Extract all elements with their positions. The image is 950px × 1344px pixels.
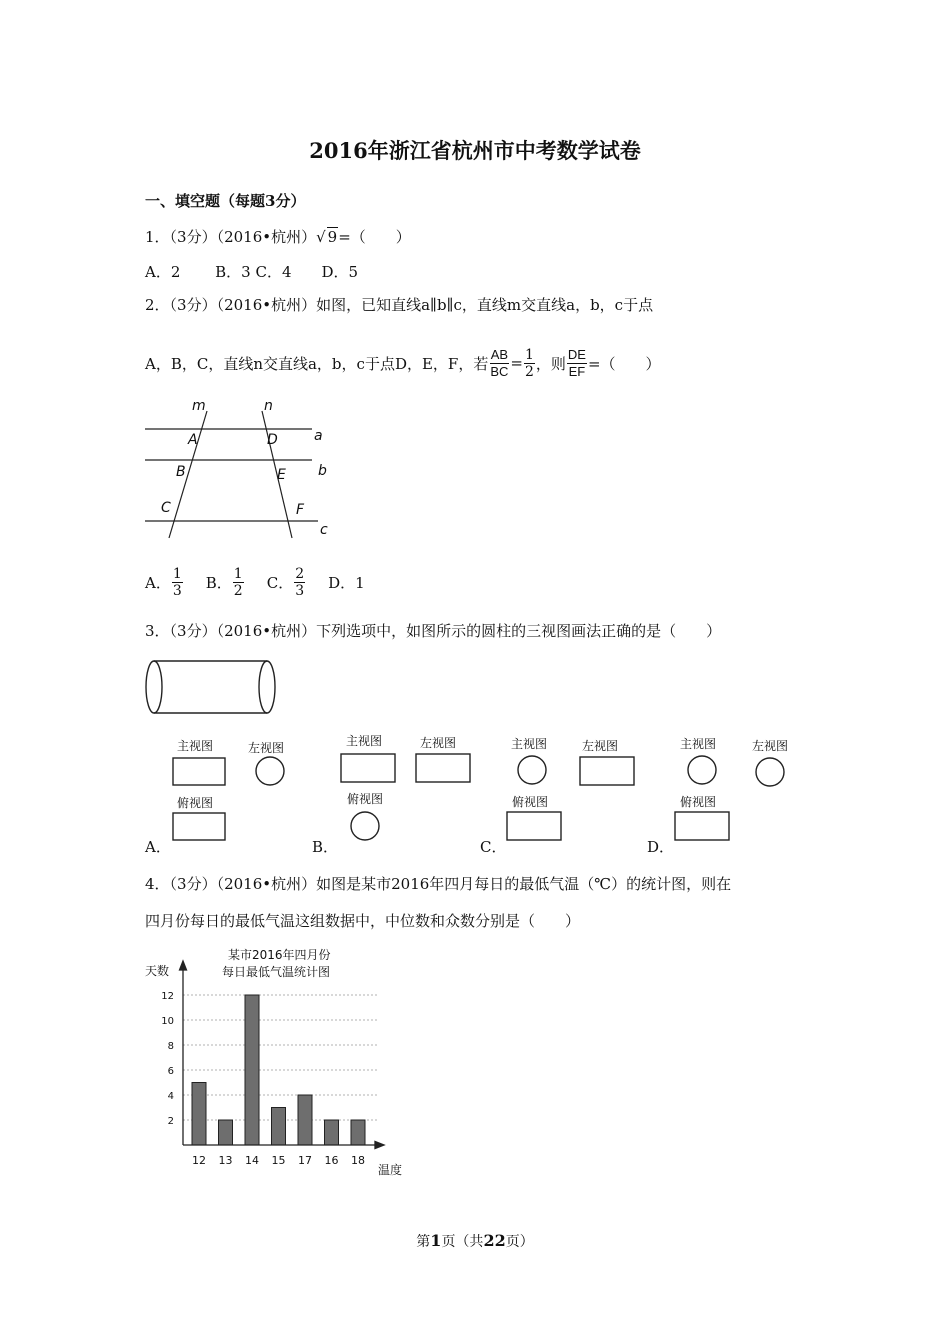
optB-front-view-label: 主视图 bbox=[346, 734, 383, 748]
y-tick-label: 4 bbox=[167, 1091, 174, 1102]
section-heading: 一、填空题（每题3分） bbox=[145, 192, 306, 210]
page-footer bbox=[0, 1231, 950, 1251]
x-tick-label: 12 bbox=[192, 1154, 206, 1167]
label-A: A bbox=[188, 432, 198, 448]
q2-options bbox=[145, 560, 365, 604]
q2-optA-fraction bbox=[172, 566, 183, 599]
label-E: E bbox=[277, 467, 286, 483]
chart-grid bbox=[183, 995, 378, 1120]
cylinder-figure bbox=[140, 655, 285, 721]
q3-optB-label: B． bbox=[312, 838, 339, 856]
optD-left-view-label: 左视图 bbox=[752, 739, 789, 753]
optA-top-view-label: 俯视图 bbox=[177, 796, 214, 810]
equals-sign: = bbox=[510, 354, 523, 372]
temperature-bar-chart bbox=[140, 945, 410, 1185]
q1-prefix: 1．（3分）（2016•杭州） bbox=[145, 228, 317, 246]
optA-left-circle bbox=[256, 757, 284, 785]
y-tick-label: 2 bbox=[167, 1116, 174, 1127]
footer-middle: 页（共 bbox=[441, 1234, 484, 1250]
optD-top-view-label: 俯视图 bbox=[680, 795, 717, 809]
frac-den: 3 bbox=[295, 582, 305, 599]
q2-optD-label: D．1 bbox=[328, 573, 365, 592]
optA-left-view-label: 左视图 bbox=[248, 741, 285, 755]
x-tick-labels bbox=[192, 1154, 365, 1167]
frac-den: 2 bbox=[233, 582, 243, 599]
frac-den: EF bbox=[568, 363, 586, 379]
optB-top-view-label: 俯视图 bbox=[347, 792, 384, 806]
optB-left-view-label: 左视图 bbox=[420, 736, 457, 750]
q2-then: ，则 bbox=[535, 354, 566, 373]
x-tick-label: 15 bbox=[271, 1154, 286, 1167]
frac-num: 1 bbox=[524, 346, 534, 363]
label-C: C bbox=[161, 500, 171, 516]
y-axis-arrow bbox=[180, 961, 187, 970]
footer-prefix: 第 bbox=[416, 1234, 431, 1250]
optC-top-view-label: 俯视图 bbox=[512, 795, 549, 809]
q2-line1: 2．（3分）（2016•杭州）如图，已知直线a∥b∥c，直线m交直线a，b，c于点 bbox=[145, 296, 654, 314]
q3-line: 3．（3分）（2016•杭州）下列选项中，如图所示的圆柱的三视图画法正确的是（ ） bbox=[145, 622, 722, 640]
sqrt-expression: √ 9 bbox=[316, 228, 338, 246]
label-B: B bbox=[176, 464, 186, 480]
q1-options: A．2 B．3 C．4 D．5 bbox=[145, 263, 359, 281]
label-n: n bbox=[264, 398, 273, 414]
q2-line2-end: =（ ） bbox=[587, 354, 661, 373]
q1-suffix: =（ ） bbox=[338, 228, 411, 246]
bar bbox=[298, 1095, 312, 1145]
q3-optD-label: D． bbox=[647, 838, 675, 856]
q2-optC-fraction bbox=[294, 566, 305, 599]
label-D: D bbox=[267, 432, 278, 448]
bar bbox=[325, 1120, 339, 1145]
frac-num: DE bbox=[567, 346, 586, 362]
optD-top-rect bbox=[675, 812, 729, 840]
bar bbox=[272, 1108, 286, 1146]
y-tick-label: 6 bbox=[167, 1066, 174, 1077]
optB-front-rect bbox=[341, 754, 395, 782]
frac-num: 2 bbox=[295, 565, 305, 582]
bar bbox=[351, 1120, 365, 1145]
fraction-one-half bbox=[524, 347, 535, 380]
q3-optA-label: A． bbox=[145, 838, 171, 856]
label-b: b bbox=[318, 463, 327, 479]
bar bbox=[245, 995, 259, 1145]
parallel-lines-figure bbox=[140, 398, 340, 543]
optD-front-view-label: 主视图 bbox=[680, 737, 717, 751]
label-a: a bbox=[314, 428, 323, 444]
fraction-ab-bc bbox=[489, 347, 509, 380]
x-tick-label: 14 bbox=[245, 1154, 259, 1167]
frac-num: 1 bbox=[233, 565, 243, 582]
optC-left-view-label: 左视图 bbox=[582, 739, 619, 753]
q4-line2: 四月份每日的最低气温这组数据中，中位数和众数分别是（ ） bbox=[145, 912, 581, 930]
label-m: m bbox=[192, 398, 206, 414]
cylinder-right-end bbox=[259, 661, 275, 713]
q1-radicand: 9 bbox=[327, 228, 338, 246]
x-axis-label: 温度 bbox=[378, 1163, 403, 1177]
optC-front-view-label: 主视图 bbox=[511, 737, 548, 751]
frac-den: BC bbox=[490, 363, 509, 379]
question-1 bbox=[145, 226, 411, 247]
q2-line2-text: A，B，C，直线n交直线a，b，c于点D，E，F，若 bbox=[145, 354, 489, 373]
label-F: F bbox=[296, 502, 305, 518]
frac-den: 3 bbox=[172, 582, 182, 599]
cylinder-left-end bbox=[146, 661, 162, 713]
optB-top-circle bbox=[351, 812, 379, 840]
label-c: c bbox=[320, 522, 328, 538]
y-axis-label: 天数 bbox=[145, 964, 170, 978]
x-tick-label: 13 bbox=[218, 1154, 233, 1167]
q2-line2 bbox=[145, 343, 661, 383]
optA-front-rect bbox=[173, 758, 225, 785]
q2-optC-label: C． bbox=[266, 573, 294, 592]
page-title: 2016年浙江省杭州市中考数学试卷 bbox=[309, 138, 641, 163]
line-m bbox=[169, 411, 207, 538]
footer-total-pages: 22 bbox=[483, 1231, 506, 1250]
optD-left-circle bbox=[756, 758, 784, 786]
bar bbox=[219, 1120, 233, 1145]
x-tick-label: 16 bbox=[324, 1154, 339, 1167]
y-tick-labels bbox=[161, 991, 174, 1127]
optD-front-circle bbox=[688, 756, 716, 784]
x-axis-arrow bbox=[375, 1142, 384, 1149]
x-tick-label: 18 bbox=[351, 1154, 365, 1167]
y-tick-label: 10 bbox=[161, 1016, 174, 1027]
chart-title: 某市2016年四月份 bbox=[228, 948, 331, 962]
q3-optC-label: C． bbox=[480, 838, 507, 856]
q4-line1: 4．（3分）（2016•杭州）如图是某市2016年四月每日的最低气温（℃）的统计图，则在 bbox=[145, 875, 732, 893]
frac-num: 1 bbox=[172, 565, 182, 582]
q2-optB-fraction bbox=[233, 566, 244, 599]
frac-den: 2 bbox=[524, 363, 534, 380]
frac-num: AB bbox=[490, 346, 509, 362]
q2-optB-label: B． bbox=[205, 573, 232, 592]
optC-left-rect bbox=[580, 757, 634, 785]
optA-top-rect bbox=[173, 813, 225, 840]
footer-suffix: 页） bbox=[505, 1234, 534, 1250]
chart-subtitle: 每日最低气温统计图 bbox=[222, 965, 331, 979]
q2-optA-label: A． bbox=[145, 573, 171, 592]
optC-top-rect bbox=[507, 812, 561, 840]
bar bbox=[192, 1083, 206, 1146]
y-tick-label: 12 bbox=[161, 991, 174, 1002]
optC-front-circle bbox=[518, 756, 546, 784]
x-tick-label: 17 bbox=[298, 1154, 312, 1167]
y-tick-label: 8 bbox=[167, 1041, 174, 1052]
fraction-de-ef bbox=[567, 347, 587, 380]
three-view-options bbox=[140, 730, 810, 855]
optA-front-view-label: 主视图 bbox=[177, 739, 214, 753]
optB-left-rect bbox=[416, 754, 470, 782]
footer-page-number: 1 bbox=[430, 1231, 442, 1250]
